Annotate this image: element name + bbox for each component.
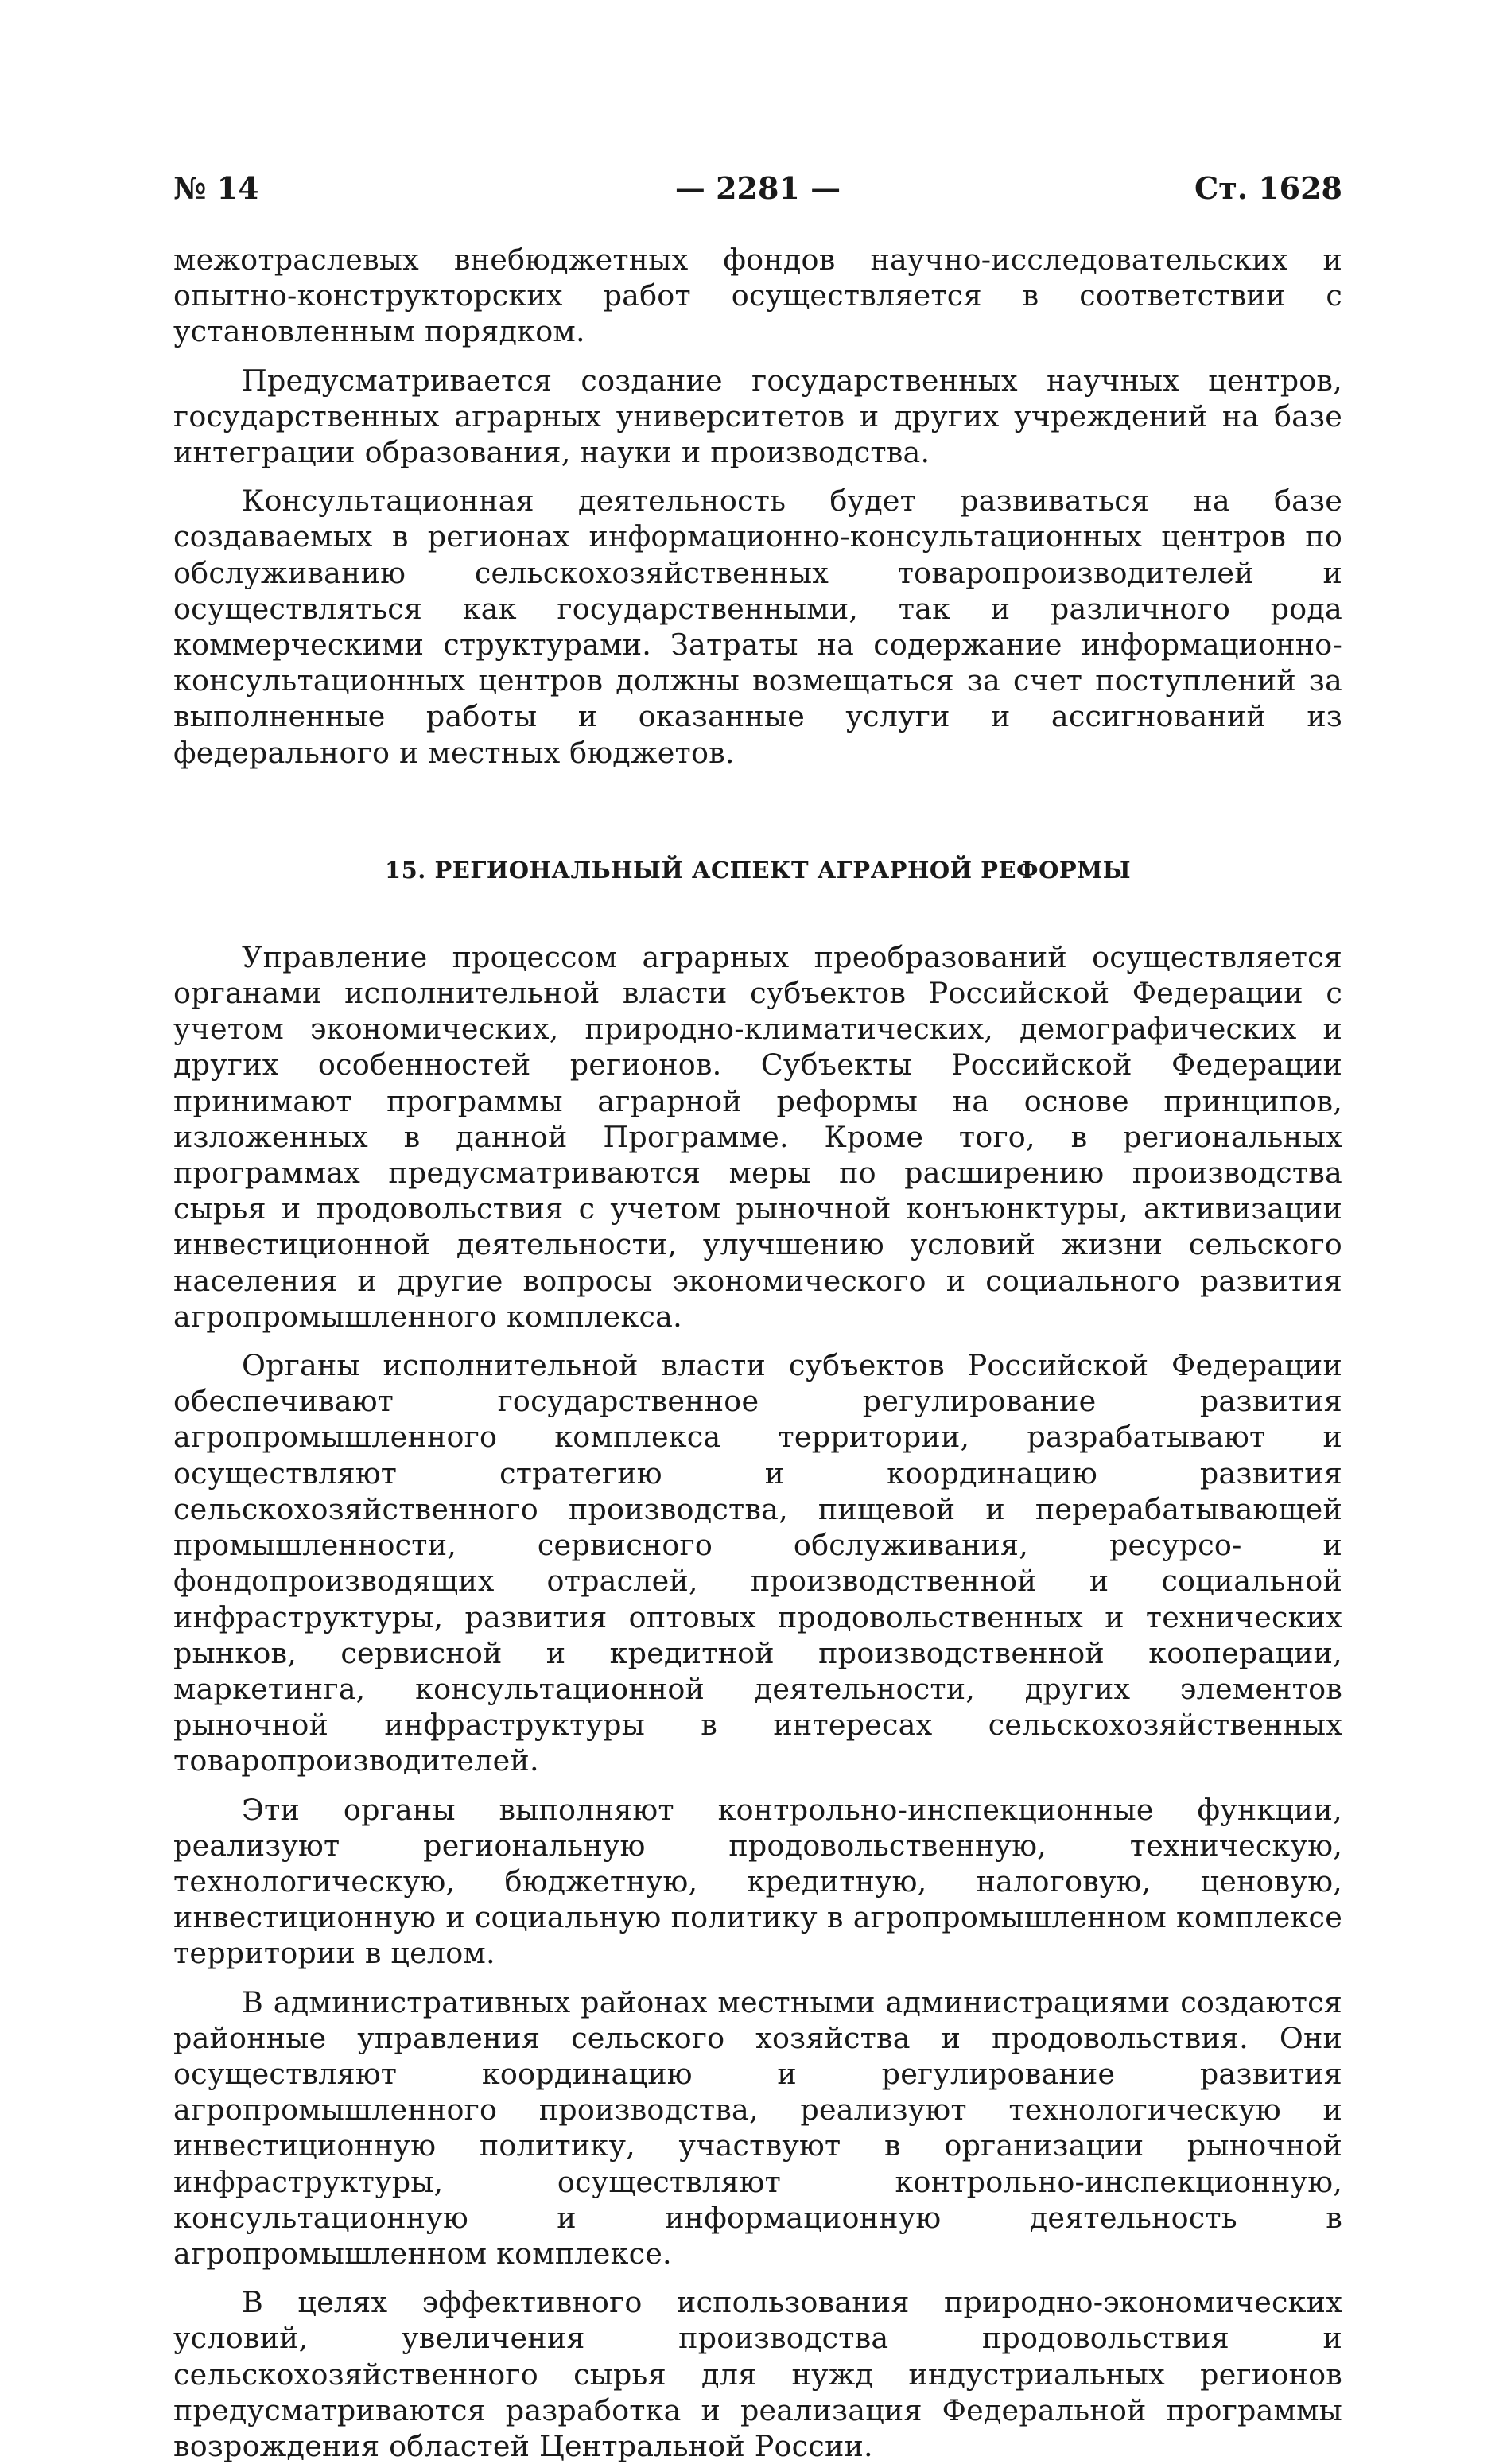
page-header	[173, 170, 1342, 218]
issue-number: № 14	[173, 170, 259, 206]
paragraph: Органы исполнительной власти субъектов Российской Федерации обеспечивают государственное регулирование развития агропромышленного комплекса территории, разрабатывают и осуществляют стратегию и координацию развития сельскохозяйственного производства, пищевой и перерабатывающей промышленности, сервисного обслуживания, ресурсо- и фондопроизводящих отраслей, производственной и социальной инфраструктуры, развития оптовых продовольственных и технических рынков, сервисной и кредитной производственной кооперации, маркетинга, консультационной деятельности, других элементов рыночной инфраструктуры в интересах сельскохозяйственных товаропроизводителей.	[173, 1348, 1342, 1778]
paragraph: В целях эффективного использования природно-экономических условий, увеличения производства продовольствия и сельскохозяйственного сырья для нужд индустриальных регионов предусматриваются разработка и реализация Федеральной программы возрождения областей Центральной России.	[173, 2285, 1342, 2463]
section-heading: 15. РЕГИОНАЛЬНЫЙ АСПЕКТ АГРАРНОЙ РЕФОРМЫ	[384, 856, 1132, 884]
paragraph: Управление процессом аграрных преобразований осуществляется органами исполнительной власти субъектов Российской Федерации с учетом экономических, природно-климатических, демографических и других особенностей регионов. Субъекты Российской Федерации принимают программы аграрной реформы на основе принципов, изложенных в данной Программе. Кроме того, в региональных программах предусматриваются меры по расширению производства сырья и продовольствия с учетом рыночной конъюнктуры, активизации инвестиционной деятельности, улучшению условий жизни сельского населения и другие вопросы экономического и социального развития агропромышленного комплекса.	[173, 939, 1342, 1334]
paragraph-continuation: межотраслевых внебюджетных фондов научно-исследовательских и опытно-конструкторских работ осуществляется в соответствии с установленным порядком.	[173, 243, 1342, 349]
page-number: — 2281 —	[674, 170, 841, 206]
paragraph: Эти органы выполняют контрольно-инспекционные функции, реализуют региональную продовольственную, техническую, технологическую, бюджетную, кредитную, налоговую, ценовую, инвестиционную и социальную политику в агропромышленном комплексе территории в целом.	[173, 1792, 1342, 1971]
paragraph: Предусматривается создание государственных научных центров, государственных аграрных университетов и других учреждений на базе интеграции образования, науки и производства.	[173, 363, 1342, 470]
article-number: Ст. 1628	[1194, 170, 1342, 206]
document-page	[173, 170, 1342, 2464]
paragraph: В административных районах местными администрациями создаются районные управления сельского хозяйства и продовольствия. Они осуществляют координацию и регулирование развития агропромышленного производства, реализуют технологическую и инвестиционную политику, участвуют в организации рыночной инфраструктуры, осуществляют контрольно-инспекционную, консультационную и информационную деятельность в агропромышленном комплексе.	[173, 1984, 1342, 2271]
paragraph: Консультационная деятельность будет развиваться на базе создаваемых в регионах информационно-консультационных центров по обслуживанию сельскохозяйственных товаропроизводителей и осуществляться как государственными, так и различного рода коммерческими структурами. Затраты на содержание информационно-консультационных центров должны возмещаться за счет поступлений за выполненные работы и оказанные услуги и ассигнований из федерального и местных бюджетов.	[173, 484, 1342, 770]
